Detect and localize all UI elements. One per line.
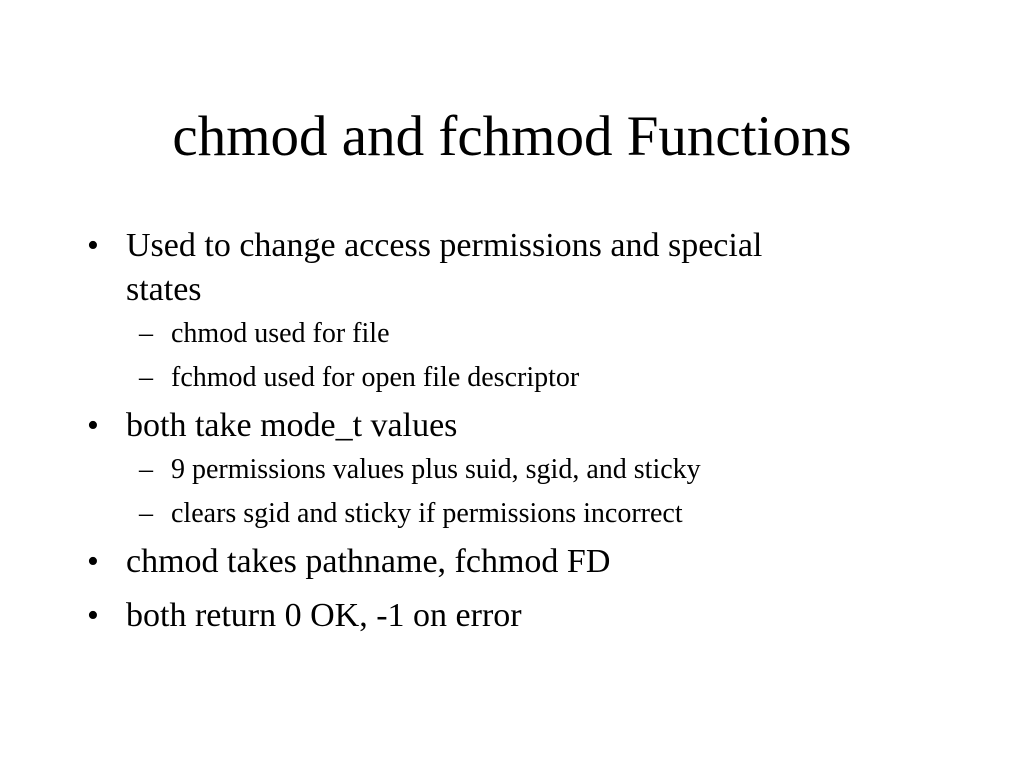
sub-list: [87, 448, 927, 536]
bullet-text: both take mode_t values: [126, 407, 458, 444]
bullet-list: [87, 224, 927, 638]
bullet-item: [87, 224, 927, 312]
sub-bullet-item: [87, 312, 927, 356]
bullet-item: [87, 540, 927, 584]
slide-title: chmod and fchmod Functions: [172, 105, 852, 168]
sub-bullet-marker: –: [139, 454, 153, 485]
sub-bullet-text: chmod used for file: [171, 318, 390, 349]
sub-bullet-item: [87, 492, 927, 536]
bullet-marker: •: [87, 543, 99, 580]
sub-bullet-marker: –: [139, 362, 153, 393]
bullet-marker: •: [87, 407, 99, 444]
sub-bullet-marker: –: [139, 318, 153, 349]
bullet-text: chmod takes pathname, fchmod FD: [126, 543, 611, 580]
sub-bullet-text: fchmod used for open file descriptor: [171, 362, 580, 393]
sub-list: [87, 312, 927, 400]
bullet-item: [87, 594, 927, 638]
bullet-marker: •: [87, 597, 99, 634]
sub-bullet-text: clears sgid and sticky if permissions incorrect: [171, 498, 683, 529]
sub-bullet-item: [87, 448, 927, 492]
bullet-marker: •: [87, 227, 99, 264]
sub-bullet-text: 9 permissions values plus suid, sgid, and sticky: [171, 454, 701, 485]
bullet-item: [87, 404, 927, 448]
sub-list-container: [87, 312, 927, 400]
bullet-text: both return 0 OK, -1 on error: [126, 597, 522, 634]
sub-bullet-marker: –: [139, 498, 153, 529]
bullet-text-continuation: states: [126, 271, 202, 308]
sub-bullet-item: [87, 356, 927, 400]
bullet-text: Used to change access permissions and special: [126, 227, 763, 264]
sub-list-container: [87, 448, 927, 536]
